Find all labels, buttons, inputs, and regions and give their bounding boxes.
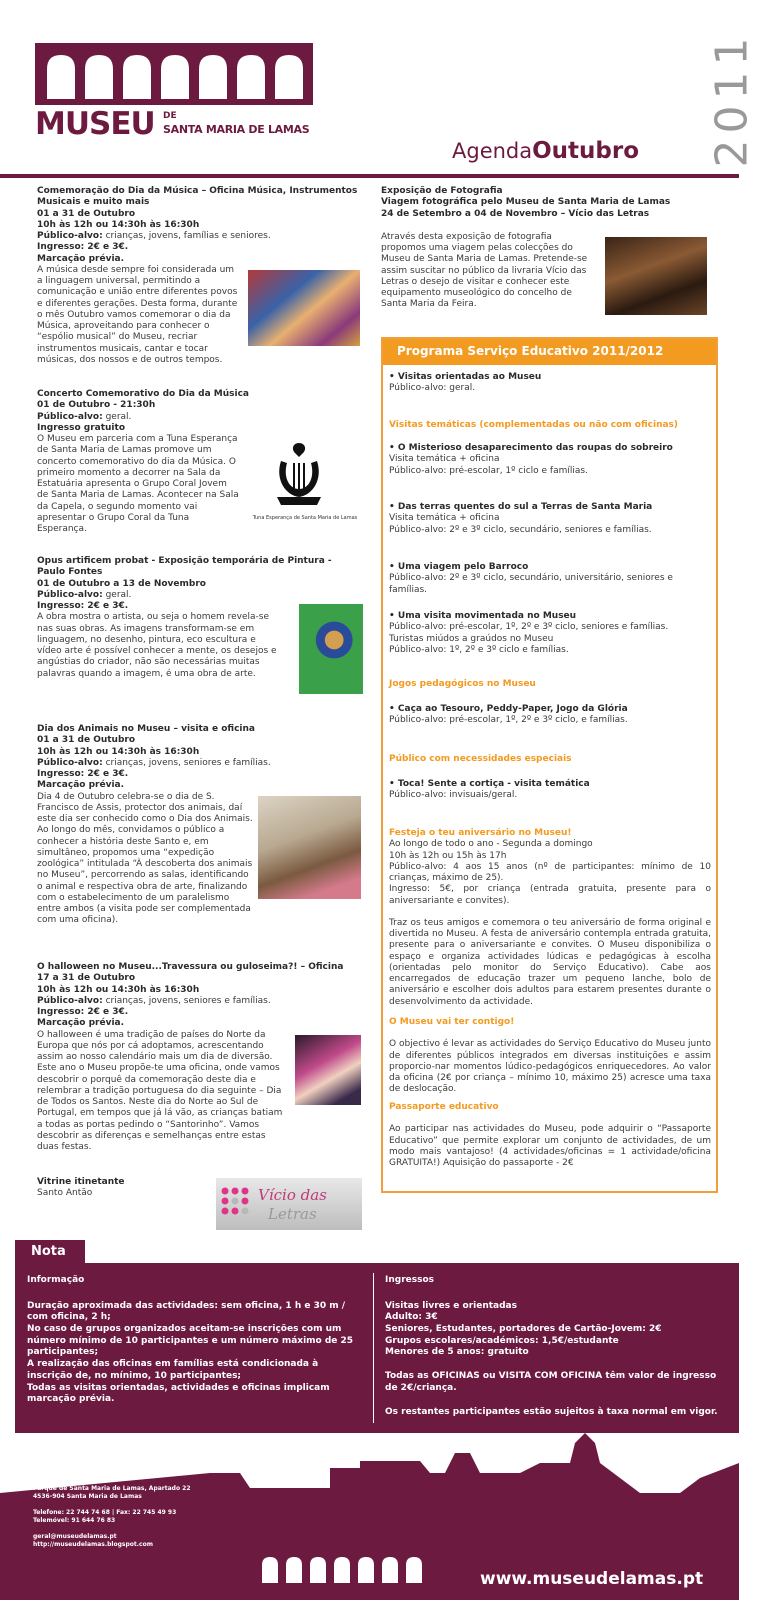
item-line: Público-alvo: geral. <box>389 383 476 394</box>
phone-line: Telemóvel: 91 644 76 83 <box>33 1517 116 1525</box>
item-title: • Das terras quentes do sul a Terras de Santa Maria <box>389 502 653 512</box>
email-link[interactable]: geral@museudelamas.pt <box>33 1533 117 1541</box>
program-item <box>389 562 711 596</box>
audience-value: crianças, jovens, seniores e famílias. <box>105 757 271 768</box>
event-dates: 01 de Outubro a 13 de Novembro <box>37 578 206 589</box>
logo-subtitle: SANTA MARIA DE LAMAS <box>163 123 310 136</box>
painting-photo <box>299 604 363 694</box>
program-item <box>389 611 711 656</box>
passport-section <box>389 1102 711 1169</box>
footer <box>0 1433 739 1600</box>
item-title: • Caça ao Tesouro, Peddy-Paper, Jogo da Glória <box>389 704 628 714</box>
vicio-text-2: Letras <box>268 1205 317 1223</box>
price-line: Visitas livres e orientadas <box>385 1300 517 1311</box>
price-line: Grupos escolares/académicos: 1,5€/estudante <box>385 1335 619 1346</box>
year-text: 2011 <box>706 31 758 168</box>
item-title: • Visitas orientadas ao Museu <box>389 372 542 382</box>
event-audience <box>37 412 362 423</box>
vicio-text-1: Vício das <box>258 1186 327 1204</box>
expo-dates: 24 de Setembro a 04 de Novembro – Vício das Letras <box>381 208 650 219</box>
prices-title: Ingressos <box>385 1275 434 1285</box>
vicio-das-letras-logo <box>216 1178 362 1230</box>
passaporte-title: Passaporte educativo <box>389 1102 499 1112</box>
nota-prices <box>385 1275 725 1418</box>
exhibition-photo <box>605 237 707 315</box>
audience-value: crianças, jovens, famílias e seniores. <box>105 231 271 241</box>
nota-band <box>15 1263 739 1433</box>
expo-subtitle: Viagem fotográfica pelo Museu de Santa Maria de Lamas <box>381 197 671 208</box>
event-title: O halloween no Museu...Travessura ou guloseima?! – Oficina <box>37 962 344 972</box>
event-dates: 01 a 31 de Outubro <box>37 208 136 219</box>
event-entry: Ingresso: 2€ e 3€. <box>37 769 129 779</box>
audience-label: Público-alvo: <box>37 589 103 600</box>
event-hours: 10h às 12h ou 14:30h às 16:30h <box>37 746 200 757</box>
arches-logo-icon <box>35 43 313 105</box>
event-halloween <box>37 962 362 1158</box>
program-heading: Programa Serviço Educativo 2011/2012 <box>383 339 716 365</box>
contigo-title: O Museu vai ter contigo! <box>389 1017 515 1027</box>
event-entry: Ingresso: 2€ e 3€. <box>37 601 129 611</box>
event-booking: Marcação prévia. <box>37 1018 125 1029</box>
event-audience <box>37 231 362 242</box>
event-body: Dia 4 de Outubro celebra-se o dia de S. Francisco de Assis, protector dos animais, daí este dia ser conhecido como o Dia dos Animais. Ao longo do mês, convidamos o público a conhecer a história deste Santo e, em simultâneo, propomos uma “expedição zoológica” intitulada “À descoberta dos animais no Museu”, percorrendo as salas, identificando o animal e respectiva obra de arte, finalizando com o estabelecimento de um paralelismo entre ambos (a visita pode ser complementada com uma oficina). <box>37 791 253 926</box>
event-booking: Marcação prévia. <box>37 253 125 264</box>
section-special-needs: Público com necessidades especiais <box>389 754 572 764</box>
address-line: Parque de Santa Maria de Lamas, Apartado 22 <box>33 1485 191 1492</box>
event-music-workshop <box>37 186 362 366</box>
item-title: • O Misterioso desaparecimento das roupas do sobreiro <box>389 443 673 453</box>
animals-photo <box>258 796 361 899</box>
festeja-line: Ingresso: 5€, por criança (entrada gratuita, presente para o aniversariante e convites). <box>389 884 711 906</box>
header-divider <box>0 174 739 178</box>
event-entry: Ingresso gratuito <box>37 422 126 433</box>
item-title: • Toca! Sente a cortiça - visita temática <box>389 779 590 789</box>
event-hours: 10h às 12h ou 14:30h às 16:30h <box>37 984 200 995</box>
item-line: Visita temática + oficina <box>389 513 500 524</box>
agenda-title <box>452 140 639 163</box>
event-booking: Marcação prévia. <box>37 780 125 791</box>
section-thematic: Visitas temáticas (complementadas ou não com oficinas) <box>389 420 679 430</box>
event-entry: Ingresso: 2€ e 3€. <box>37 242 129 253</box>
event-dates: 01 de Outubro - 21:30h <box>37 400 156 411</box>
dots-icon <box>220 1186 250 1222</box>
program-item <box>389 779 711 802</box>
audience-label: Público-alvo: <box>37 411 103 422</box>
expo-body: Através desta exposição de fotografia propomos uma viagem pelas colecções do Museu de Santa Maria de Lamas. Pretende-se assim suscitar no público da livraria Vício das Letras o desejo de visitar e conhecer este equipamento museológico do concelho de Santa Maria da Feira. <box>381 231 588 310</box>
event-title: Dia dos Animais no Museu – visita e oficina <box>37 724 255 734</box>
info-line: A realização das oficinas em famílias está condicionada à inscrição de, no mínimo, 10 participantes; <box>27 1359 319 1381</box>
nota-info <box>27 1275 357 1406</box>
agenda-month: Outubro <box>532 138 640 164</box>
year-label <box>672 31 758 168</box>
info-line: Duração aproximada das actividades: sem oficina, 1 h e 30 m / com oficina, 2 h; <box>27 1300 346 1323</box>
price-line: Adulto: 3€ <box>385 1312 438 1323</box>
phone-line: Telefone: 22 744 74 68 | Fax: 22 745 49 93 <box>33 1509 177 1517</box>
website-link[interactable]: www.museudelamas.pt <box>480 1569 704 1589</box>
item-line: Público-alvo: 2º e 3º ciclo, secundário, universitário, seniores e famílias. <box>389 573 673 595</box>
event-painting-exhibition <box>37 556 362 696</box>
festeja-title: Festeja o teu aniversário no Museu! <box>389 828 572 838</box>
audience-value: geral. <box>105 411 132 422</box>
event-entry: Ingresso: 2€ e 3€. <box>37 1007 129 1017</box>
vitrine-title: Vitrine itinetante <box>37 1177 125 1187</box>
program-item <box>389 443 711 477</box>
festeja-line: Ao longo de todo o ano - Segunda a domingo <box>389 839 593 850</box>
info-line: No caso de grupos organizados aceitam-se inscrições com um número mínimo de 10 participantes e um número máximo de 25 participantes; <box>27 1324 354 1358</box>
contigo-body: O objectivo é levar as actividades do Serviço Educativo do Museu junto de diferentes públicos integrados em diversas instituições e assim proporcio-nar momentos lúdico-pedagógicos enriquecedores. Ao valor da oficina (2€ por criança – mínimo 10, máximo 25) acresce uma taxa de deslocação. <box>389 1039 711 1095</box>
program-item <box>389 372 711 395</box>
item-line: Público-alvo: pré-escolar, 1º, 2º e 3º ciclo, seniores e famílias. <box>389 622 669 633</box>
festeja-line: Público-alvo: 4 aos 15 anos (nº de participantes: mínimo de 10 crianças, máximo de 25). <box>389 861 711 883</box>
item-line: Público-alvo: pré-escolar, 1º ciclo e famílias. <box>389 465 588 476</box>
section-games: Jogos pedagógicos no Museu <box>389 679 536 689</box>
birthday-section <box>389 828 711 1008</box>
event-animals-day <box>37 724 362 928</box>
item-title: • Uma viagem pelo Barroco <box>389 562 529 572</box>
event-audience <box>37 590 362 601</box>
tuna-caption: Tuna Esperança de Santa Maria de Lamas <box>252 515 358 521</box>
footer-contacts <box>33 1485 191 1550</box>
passaporte-body: Ao participar nas actividades do Museu, pode adquirir o “Passaporte Educativo” que permite explorar um conjunto de actividades, de um modo mais vantajoso! (4 actividades/oficinas = 1 actividade/oficina GRATUITA!) Aquisição do passaporte - 2€ <box>389 1124 711 1168</box>
agenda-light: Agenda <box>452 139 533 163</box>
event-body: A música desde sempre foi considerada um a linguagem universal, permitindo a comunicação e união entre diferentes povos e diferentes gerações. Desta forma, durante o mês Outubro vamos comemorar o dia da Música, aproveitando para conhecer o “espólio musical” do Museu, recriar instrumentos musicais, cantar e tocar músicas, dos nossos e de outros tempos. <box>37 264 238 365</box>
program-item <box>389 502 711 536</box>
expo-title: Exposição de Fotografia <box>381 186 503 196</box>
program-item <box>389 704 711 727</box>
vitrine-subtitle: Santo Antão <box>37 1188 93 1199</box>
address-line: 4536-904 Santa Maria de Lamas <box>33 1493 142 1501</box>
item-line: Público-alvo: 2º e 3º ciclo, secundário, seniores e famílias. <box>389 524 652 535</box>
item-line: Visita temática + oficina <box>389 454 500 465</box>
item-line: Público-alvo: 1º, 2º e 3º ciclo e famílias. <box>389 644 569 655</box>
price-line: Seniores, Estudantes, portadores de Cartão-Jovem: 2€ <box>385 1324 662 1335</box>
lyre-logo-icon <box>271 439 327 511</box>
logo-de-text: DE <box>163 111 177 121</box>
outreach-section <box>389 1017 711 1096</box>
event-body: O Museu em parceria com a Tuna Esperança de Santa Maria de Lamas promove um concerto comemorativo do dia da Música. O primeiro momento a decorrer na Sala da Estatuária apresenta o Grupo Coral Jovem de Santa Maria de Lamas. Acontecer na Sala da Capela, o segundo momento vai apresentar o Grupo Coral da Tuna Esperança. <box>37 434 239 534</box>
event-body: A obra mostra o artista, ou seja o homem revela-se nas suas obras. As imagens transformam-se em linguagem, no desenho, pintura, eco escultura e vídeo arte é possível conhecer a mente, os desejos e angústias do criador, não são necessárias muitas palavras quando a imagem, é uma obra de arte. <box>37 612 277 679</box>
nota-divider <box>373 1273 374 1423</box>
audience-label: Público-alvo: <box>37 231 103 241</box>
item-line: Público-alvo: pré-escolar, 1º, 2º e 3º ciclo, e famílias. <box>389 715 628 726</box>
music-photo <box>248 270 360 346</box>
audience-label: Público-alvo: <box>37 757 103 768</box>
event-title: Concerto Comemorativo do Dia da Música <box>37 389 249 399</box>
halloween-photo <box>295 1035 361 1105</box>
blog-link[interactable]: http://museudelamas.blogspot.com <box>33 1541 153 1549</box>
event-audience <box>37 758 362 769</box>
event-concert <box>37 389 362 534</box>
event-audience <box>37 996 362 1007</box>
event-title: Comemoração do Dia da Música – Oficina Música, Instrumentos Musicais e muito mais <box>37 186 358 208</box>
audience-value: crianças, jovens, seniores e famílias. <box>105 995 271 1006</box>
event-body: O halloween é uma tradição de países do Norte da Europa que nós por cá adoptamos, acrescentando assim ao nosso calendário mais um dia de diversão. Este ano o Museu propõe-te uma oficina, onde vamos descobrir o porquê da comemoração deste dia e relembrar a tradição portuguesa do dia seguinte – Dia de Todos os Santos. Neste dia do Norte ao Sul de Portugal, em tempos que já lá vão, as crianças batiam a todas as portas pedindo o “Santorinho”. Vamos descobrir as diferenças e semelhanças entre estas duas festas. <box>37 1029 283 1152</box>
info-title: Informação <box>27 1275 85 1285</box>
event-title: Opus artificem probat - Exposição temporária de Pintura - Paulo Fontes <box>37 556 332 578</box>
event-dates: 01 a 31 de Outubro <box>37 735 136 746</box>
price-note: Os restantes participantes estão sujeitos à taxa normal em vigor. <box>385 1406 718 1417</box>
event-hours: 10h às 12h ou 14:30h às 16:30h <box>37 219 200 230</box>
educational-program <box>381 337 718 1193</box>
museum-logo <box>35 43 313 145</box>
audience-value: geral. <box>105 589 132 600</box>
festeja-body: Traz os teus amigos e comemora o teu aniversário de forma original e divertida no Museu. A festa de aniversário contempla entrada gratuita, presente para o aniversariante e convites. O Museu disponibiliza o espaço e organiza actividades lúdicas e pedagógicas à escolha (orientadas pelo monitor do Serviço Educativo). Cabe aos encarregados de educação trazer um pequeno lanche, bolo de aniversário e escolher dois adultos para estarem presentes durante o desenvolvimento da actividade. <box>389 917 711 1007</box>
info-line: Todas as visitas orientadas, actividades e oficinas implicam marcação prévia. <box>27 1382 330 1405</box>
audience-label: Público-alvo: <box>37 995 103 1006</box>
nota-tab: Nota <box>15 1240 85 1264</box>
item-line: Público-alvo: invisuais/geral. <box>389 790 518 801</box>
festeja-line: 10h às 12h ou 15h às 17h <box>389 850 507 861</box>
price-line: Menores de 5 anos: gratuito <box>385 1347 529 1358</box>
item-line: Turistas miúdos a graúdos no Museu <box>389 633 554 644</box>
event-dates: 17 a 31 de Outubro <box>37 973 136 984</box>
item-title: • Uma visita movimentada no Museu <box>389 611 577 621</box>
logo-main-text: MUSEU <box>35 106 155 142</box>
price-note: Todas as OFICINAS ou VISITA COM OFICINA têm valor de ingresso de 2€/criança. <box>385 1371 717 1393</box>
